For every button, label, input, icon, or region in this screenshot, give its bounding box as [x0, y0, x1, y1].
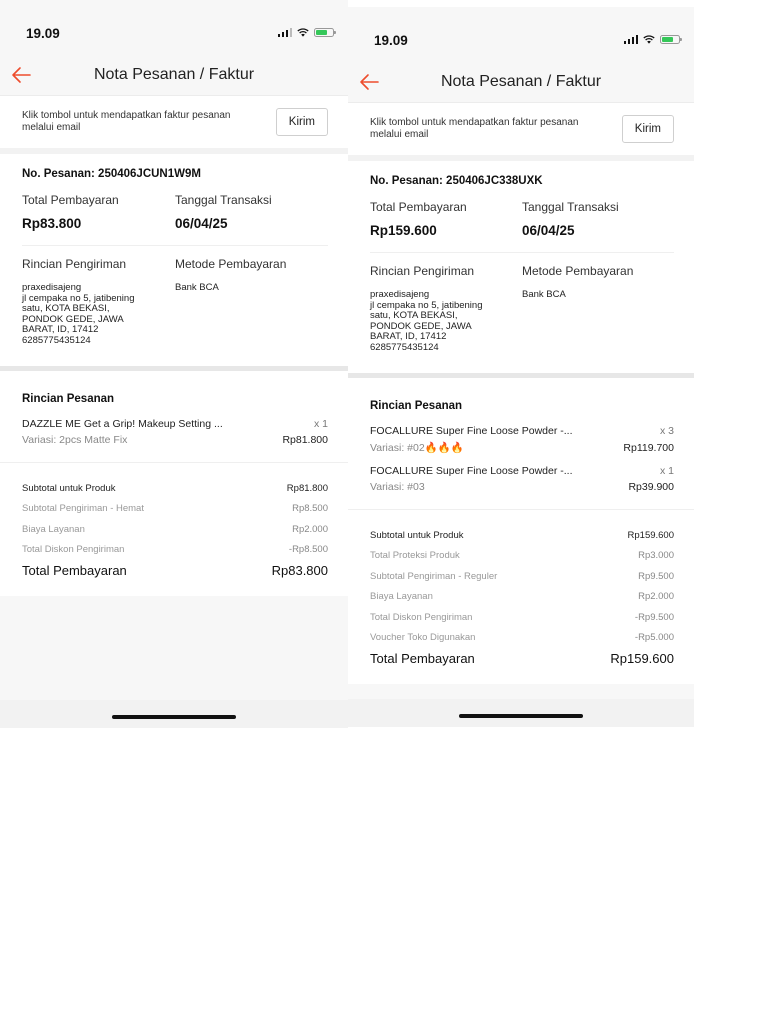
- item-variant: Variasi: 2pcs Matte Fix: [22, 434, 128, 446]
- list-item[interactable]: [22, 405, 328, 446]
- item-qty: x 1: [659, 465, 674, 477]
- payment-method-value: Bank BCA: [175, 282, 219, 293]
- item-name: FOCALLURE Super Fine Loose Powder -...: [370, 465, 573, 477]
- total-value: Rp83.800: [22, 216, 82, 231]
- order-number: No. Pesanan: 250406JC338UXK: [370, 175, 543, 187]
- summary-value: Rp3.000: [638, 550, 674, 561]
- battery-icon: [314, 28, 334, 37]
- item-variant: Variasi: #02🔥🔥🔥: [370, 442, 464, 454]
- wifi-icon: [643, 35, 655, 44]
- summary-value: Rp9.500: [638, 570, 674, 582]
- status-icons: [624, 35, 681, 44]
- summary-value: Rp8.500: [292, 503, 328, 514]
- item-price: Rp39.900: [628, 481, 674, 493]
- shipping-address: praxedisajeng jl cempaka no 5, jatibening satu, KOTA BEKASI, PONDOK GEDE, JAWA BARAT, ID, 17412 6285775435124: [22, 282, 135, 346]
- page-title: Nota Pesanan / Faktur: [93, 66, 255, 83]
- status-bar: [348, 7, 694, 63]
- summary-label: Voucher Toko Digunakan: [370, 632, 476, 643]
- payment-summary: [0, 463, 348, 596]
- home-indicator[interactable]: [112, 715, 236, 719]
- summary-label: Biaya Layanan: [22, 523, 85, 535]
- header: [348, 63, 694, 103]
- email-invoice-row: [0, 96, 348, 148]
- signal-icon: [624, 35, 639, 44]
- order-number: No. Pesanan: 250406JCUN1W9M: [22, 168, 201, 180]
- order-details: [0, 371, 348, 596]
- battery-icon: [660, 35, 680, 44]
- invoice-screen-2: [348, 7, 694, 727]
- summary-value: Rp159.600: [627, 529, 674, 541]
- payment-method-label: Metode Pembayaran: [175, 257, 287, 271]
- page-title: Nota Pesanan / Faktur: [440, 73, 602, 90]
- status-bar: [0, 0, 348, 56]
- list-item[interactable]: [370, 412, 674, 454]
- item-qty: x 1: [313, 418, 328, 430]
- home-indicator-area: [0, 700, 348, 728]
- list-item[interactable]: [370, 454, 674, 493]
- summary-value: -Rp8.500: [288, 544, 328, 555]
- email-invoice-row: [348, 103, 694, 155]
- item-variant: Variasi: #03: [370, 481, 425, 493]
- summary-value: Rp81.800: [286, 482, 328, 494]
- payment-method-value: Bank BCA: [522, 289, 566, 300]
- grand-total-value: Rp83.800: [271, 563, 328, 578]
- total-value: Rp159.600: [370, 223, 437, 238]
- order-details-title: Rincian Pesanan: [370, 400, 463, 412]
- summary-label: Subtotal untuk Produk: [22, 482, 116, 494]
- summary-value: Rp2.000: [292, 523, 328, 535]
- home-indicator-area: [348, 699, 694, 727]
- total-label: Total Pembayaran: [22, 193, 119, 207]
- order-details: [348, 378, 694, 684]
- item-name: FOCALLURE Super Fine Loose Powder -...: [370, 425, 573, 437]
- arrow-left-icon[interactable]: [10, 64, 32, 86]
- grand-total-value: Rp159.600: [610, 651, 674, 666]
- shipping-address: praxedisajeng jl cempaka no 5, jatibening satu, KOTA BEKASI, PONDOK GEDE, JAWA BARAT, ID, 17412 6285775435124: [370, 289, 483, 353]
- email-prompt: Klik tombol untuk mendapatkan faktur pesanan melalui email: [370, 117, 579, 140]
- grand-total: [370, 651, 674, 666]
- summary-label: Total Diskon Pengiriman: [22, 544, 125, 555]
- shipping-label: Rincian Pengiriman: [370, 264, 475, 278]
- summary-label: Total Proteksi Produk: [370, 550, 460, 561]
- email-prompt: Klik tombol untuk mendapatkan faktur pesanan melalui email: [22, 110, 231, 133]
- status-time: 19.09: [374, 33, 408, 48]
- payment-summary: [348, 510, 694, 684]
- summary-value: Rp2.000: [638, 591, 674, 602]
- item-price: Rp119.700: [623, 441, 674, 454]
- payment-method-label: Metode Pembayaran: [522, 264, 634, 278]
- total-label: Total Pembayaran: [370, 200, 467, 214]
- order-info: [348, 161, 694, 373]
- summary-label: Subtotal Pengiriman - Hemat: [22, 503, 144, 514]
- summary-value: -Rp5.000: [634, 632, 674, 643]
- item-price: Rp81.800: [282, 434, 328, 446]
- send-button[interactable]: Kirim: [276, 108, 328, 136]
- invoice-screen-1: [0, 0, 348, 728]
- date-value: 06/04/25: [522, 223, 575, 238]
- header: [0, 56, 348, 96]
- grand-total-label: Total Pembayaran: [22, 563, 127, 578]
- summary-label: Subtotal untuk Produk: [370, 529, 464, 541]
- grand-total: [22, 563, 328, 578]
- signal-icon: [278, 28, 293, 37]
- send-button[interactable]: Kirim: [622, 115, 674, 143]
- status-icons: [278, 28, 335, 37]
- summary-value: -Rp9.500: [634, 611, 674, 623]
- grand-total-label: Total Pembayaran: [370, 651, 475, 666]
- item-name: DAZZLE ME Get a Grip! Makeup Setting ...: [22, 418, 223, 430]
- arrow-left-icon[interactable]: [358, 71, 380, 93]
- item-qty: x 3: [659, 425, 674, 437]
- date-label: Tanggal Transaksi: [522, 200, 619, 214]
- order-info: [0, 154, 348, 366]
- home-indicator[interactable]: [459, 714, 583, 718]
- date-value: 06/04/25: [175, 216, 228, 231]
- shipping-label: Rincian Pengiriman: [22, 257, 127, 271]
- summary-label: Biaya Layanan: [370, 591, 433, 602]
- summary-label: Total Diskon Pengiriman: [370, 611, 473, 623]
- date-label: Tanggal Transaksi: [175, 193, 272, 207]
- status-time: 19.09: [26, 26, 60, 41]
- wifi-icon: [297, 28, 309, 37]
- summary-label: Subtotal Pengiriman - Reguler: [370, 570, 498, 582]
- order-details-title: Rincian Pesanan: [22, 393, 115, 405]
